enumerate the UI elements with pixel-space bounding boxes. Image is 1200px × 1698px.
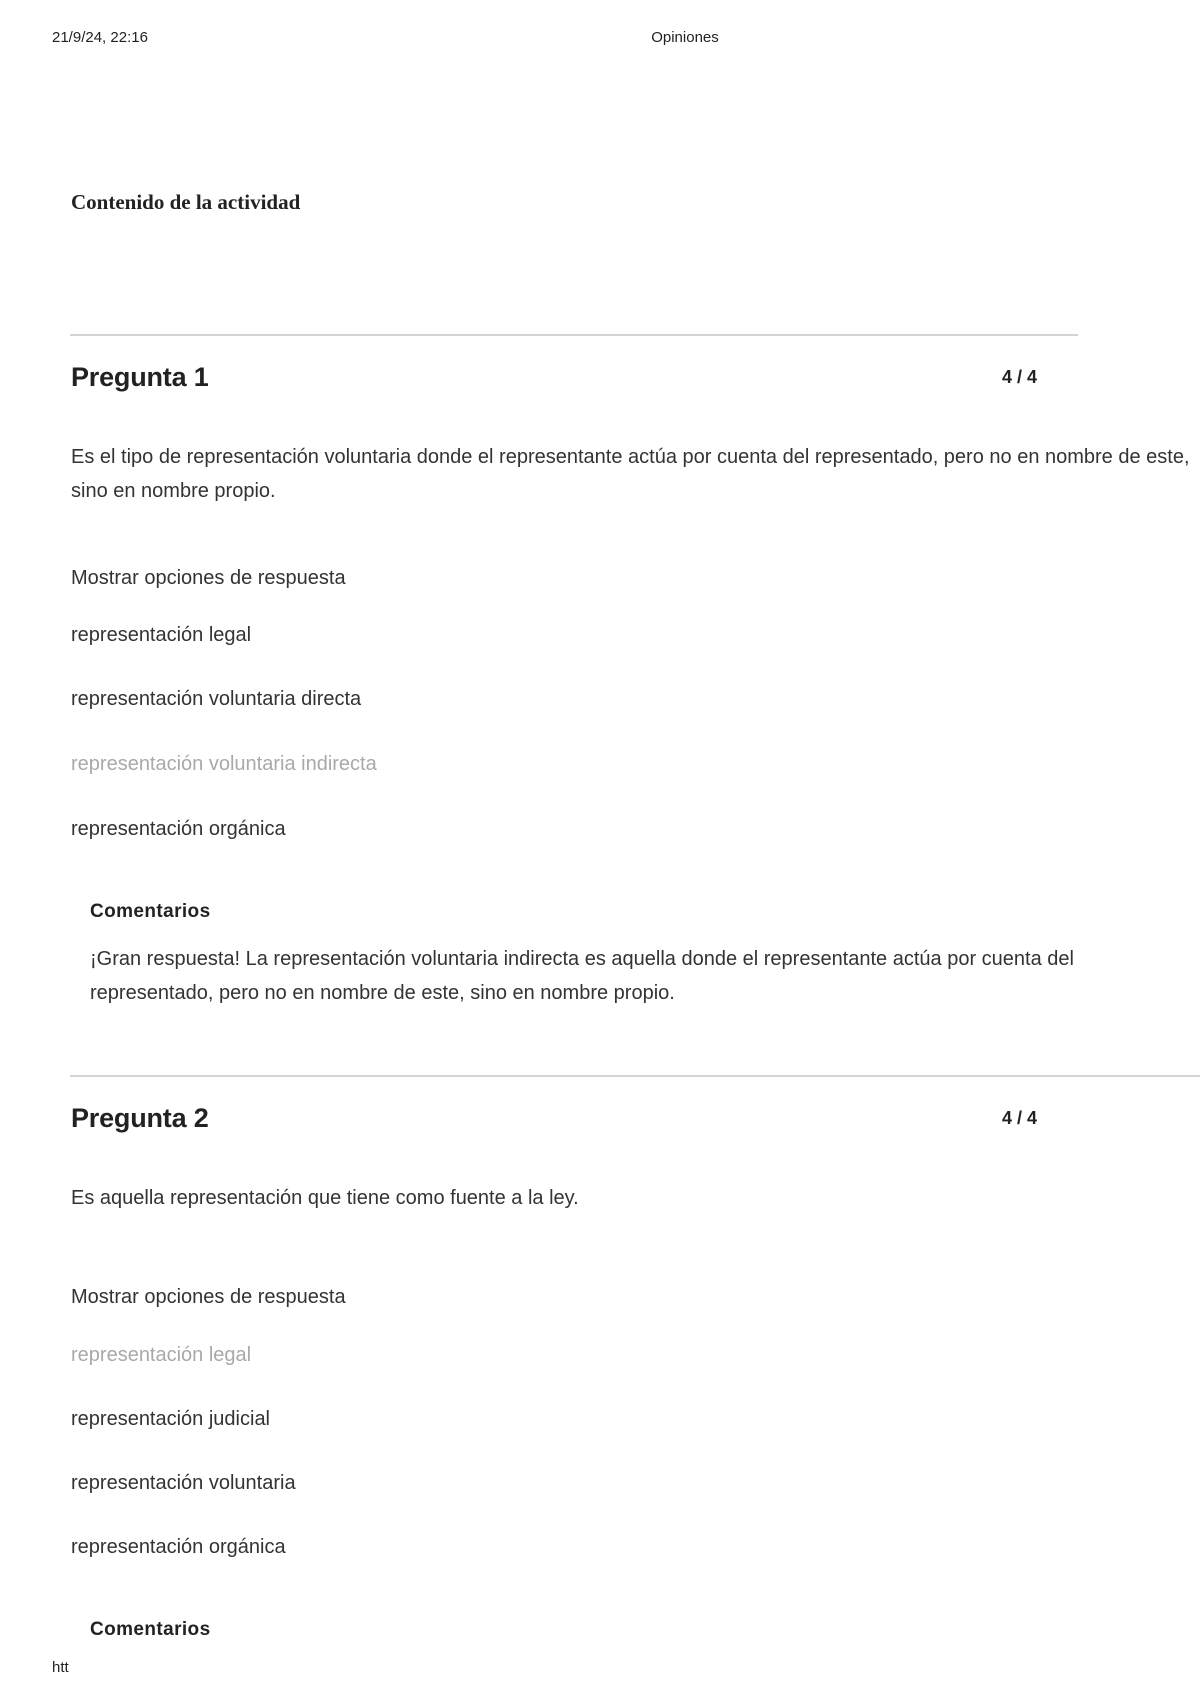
comments-label: Comentarios bbox=[90, 1619, 211, 1640]
answer-option: representación orgánica bbox=[71, 818, 286, 840]
answer-option: representación voluntaria bbox=[71, 1472, 296, 1494]
question-2 bbox=[70, 1075, 1200, 1655]
question-1 bbox=[70, 334, 1200, 1014]
print-footer-url: htt bbox=[52, 1659, 69, 1676]
print-page-title: Opiniones bbox=[651, 29, 719, 46]
answer-option: representación judicial bbox=[71, 1408, 271, 1430]
question-divider bbox=[70, 1075, 1200, 1077]
answer-option: representación voluntaria directa bbox=[71, 688, 362, 710]
question-score: 4 / 4 bbox=[1002, 367, 1038, 387]
show-answer-options-link[interactable]: Mostrar opciones de respuesta bbox=[71, 1286, 346, 1308]
answer-option: representación orgánica bbox=[71, 1536, 286, 1558]
show-answer-options-link[interactable]: Mostrar opciones de respuesta bbox=[71, 567, 346, 589]
answer-option-correct: representación voluntaria indirecta bbox=[71, 753, 377, 775]
print-date: 21/9/24, 22:16 bbox=[52, 29, 148, 46]
comments-text: ¡Gran respuesta! La representación voluntaria indirecta es aquella donde el representante actúa por cuenta del representado, pero no en nombre de este, sino en nombre propio. bbox=[90, 948, 1074, 1004]
answer-option-correct: representación legal bbox=[71, 1344, 252, 1366]
question-title: Pregunta 1 bbox=[71, 362, 209, 392]
question-text: Es el tipo de representación voluntaria donde el representante actúa por cuenta del representado, pero no en nombre de este, sino en nombre propio. bbox=[71, 446, 1190, 502]
comments-label: Comentarios bbox=[90, 901, 211, 922]
activity-title: Contenido de la actividad bbox=[71, 190, 301, 214]
question-title: Pregunta 2 bbox=[71, 1103, 209, 1133]
question-text: Es aquella representación que tiene como fuente a la ley. bbox=[71, 1187, 579, 1209]
question-score: 4 / 4 bbox=[1002, 1108, 1038, 1128]
question-divider bbox=[70, 334, 1078, 336]
answer-option: representación legal bbox=[71, 624, 252, 646]
